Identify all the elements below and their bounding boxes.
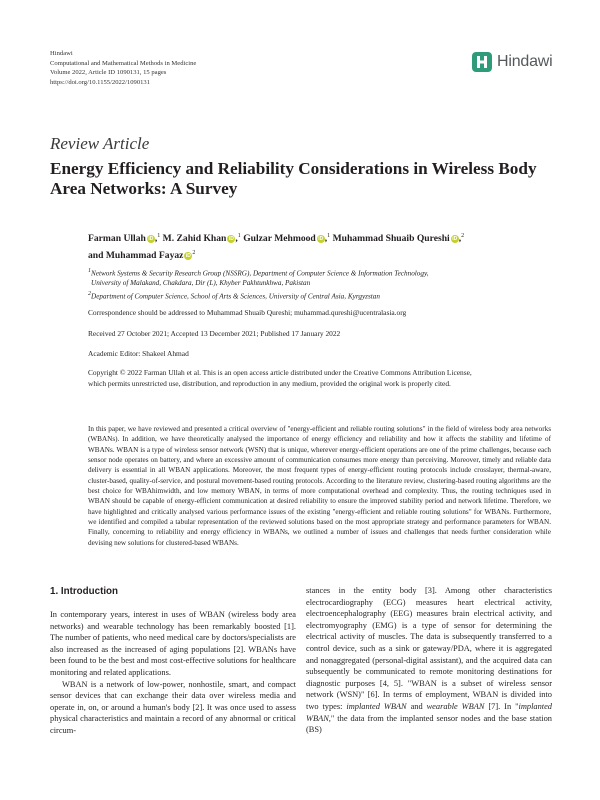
author[interactable]: Muhammad Shuaib Qureshi iD ,$^2$ (332, 233, 465, 245)
orcid-icon[interactable]: iD (148, 235, 154, 242)
section-heading: 1. Introduction (50, 586, 119, 597)
journal-header (50, 49, 196, 87)
author[interactable]: Gulzar Mehmood iD ,$^1$ (243, 233, 331, 245)
logo-text: Hindawi (497, 53, 553, 70)
orcid-icon[interactable]: iD (318, 235, 324, 242)
hindawi-logo-icon (470, 50, 494, 74)
orcid-icon[interactable]: iD (185, 253, 191, 260)
orcid-icon[interactable]: iD (228, 235, 234, 242)
journal-name: Computational and Mathematical Methods in Medicine (50, 59, 197, 67)
author[interactable]: Muhammad Fayaz iD $^2$ (105, 250, 196, 262)
copyright: Copyright © 2022 Farman Ullah et al. This is an open access article distributed under the Creative Commons Attribution License, which permits unrestricted use, distribution, and reproduction in any medium, provided the original work is properly cited. (88, 368, 472, 388)
academic-editor: Academic Editor: Shakeel Ahmad (88, 349, 189, 358)
author[interactable]: M. Zahid Khan iD ,$^1$ (162, 233, 241, 245)
affiliation-2: $^2$Department of Computer Science, School of Arts & Sciences, University of Central Asia, Kyrgyzstan (88, 291, 380, 301)
right-column (306, 585, 552, 736)
author[interactable]: Farman Ullah iD ,$^1$ (88, 233, 161, 245)
affiliation-1: $^1$Network Systems & Security Research Group (NSSRG), Department of Computer Science & Information Technology, University of Malakand, Chakdara, Dir (L), Khyber Pakhtunkhwa, Pakistan (88, 268, 429, 288)
left-column (50, 609, 296, 737)
paragraph: In contemporary years, interest in uses of WBAN (wireless body area networks) and wearable technology has been remarkably boosted [1]. The number of patients, who need medical care by doctors/specialists are also increased as the increased of aging populations [2]. WBANs have been found to be the best and most cost-effective solutions for healthcare monitoring and related applications. (50, 610, 296, 677)
article-type: Review Article (50, 134, 150, 153)
correspondence: Correspondence should be addressed to Muhammad Shuaib Qureshi; muhammad.qureshi@ucentralasia.org (88, 308, 407, 317)
paragraph: stances in the entity body [3]. Among other characteristics electrocardiography (ECG) measures heart electrical activity, electroencephalography (EEG) measures brain electrical activity, and electromyography (EMG) is a type of sensor for determining the electrical activity of muscles. The data is subsequently transferred to a control device, such as a sink or gateway/PDA, where it is aggregated and nonaggregated (personal-digital assistant), and the acquired data can subsequently be communicated to remote monitoring destinations for diagnostic purposes [4, 5]. "WBAN is a subset of wireless sensor network (WSN)" [6]. In terms of employment, WBAN is divided into two types: implanted WBAN and wearable WBAN [7]. In "implanted WBAN," the data from the implanted sensor nodes and the base station (BS) (306, 586, 552, 735)
dates: Received 27 October 2021; Accepted 13 December 2021; Published 17 January 2022 (88, 329, 341, 338)
orcid-icon[interactable]: iD (452, 235, 458, 242)
doi-link[interactable]: https://doi.org/10.1155/2022/1090131 (50, 78, 151, 86)
paragraph: WBAN is a network of low-power, nonhostile, smart, and compact sensor devices that can exchange their data over wireless media and operate in, on, or around a human's body [2]. It was once used to assess physical characteristics and maintain a record of any abnormal or critical circum- (50, 679, 296, 735)
article-title: Energy Efficiency and Reliability Considerations in Wireless Body Area Networks: A Survey (50, 159, 537, 198)
volume-line: Volume 2022, Article ID 1090131, 15 pages (50, 69, 167, 77)
publisher-name: Hindawi (50, 50, 73, 57)
abstract: In this paper, we have reviewed and presented a critical overview of "energy-efficient and reliable routing solutions" in the field of wireless body area networks (WBANs). In addition, we have theoretically analysed the importance of energy efficiency and reliability and how it affects the stability and lifetime of WBANs. WBAN is a type of wireless sensor network (WSN) that is unique, wherever energy-efficient operations are one of the prime challenges, because each sensor node operates on battery, and where an excessive amount of communication consumes more energy than perceiving. Moreover, timely and reliable data delivery is essential in all WBAN applications. Moreover, the most frequent types of energy-efficient routing protocols include crosslayer, thermal-aware, cluster-based, quality-of-service, and postural movement-based routing protocols. According to the literature review, clustering-based routing algorithms are the best choice for WBAhimwidth, and low memory WBAN, in terms of more computational overhead and complexity. Thus, the routing techniques used in WBAN should be capable of energy-efficient communication at desired reliability to ensure the improved stability period and network lifetime. Therefore, we have highlighted and critically analysed various performance issues of the existing "energy-efficient and reliable routing solutions" for WBANs. Furthermore, we identified and compiled a tabular representation of the reviewed solutions based on the most appropriate strategy and performance parameters for WBAN. Finally, concerning to reliability and energy efficiency in WBANs, we outlined a number of issues and challenges that needs further consideration while devising new solutions for clustered-based WBANs. (88, 425, 551, 547)
author-list: Farman Ullah iD ,$^1$ M. Zahid Khan iD ,$^1$ Gulzar Mehmood iD ,$^1$ Muhammad Shuaib Qureshi iD ,$^2$ and Muhammad Fayaz iD $^2$ (88, 233, 465, 262)
hindawi-logo (470, 48, 552, 76)
